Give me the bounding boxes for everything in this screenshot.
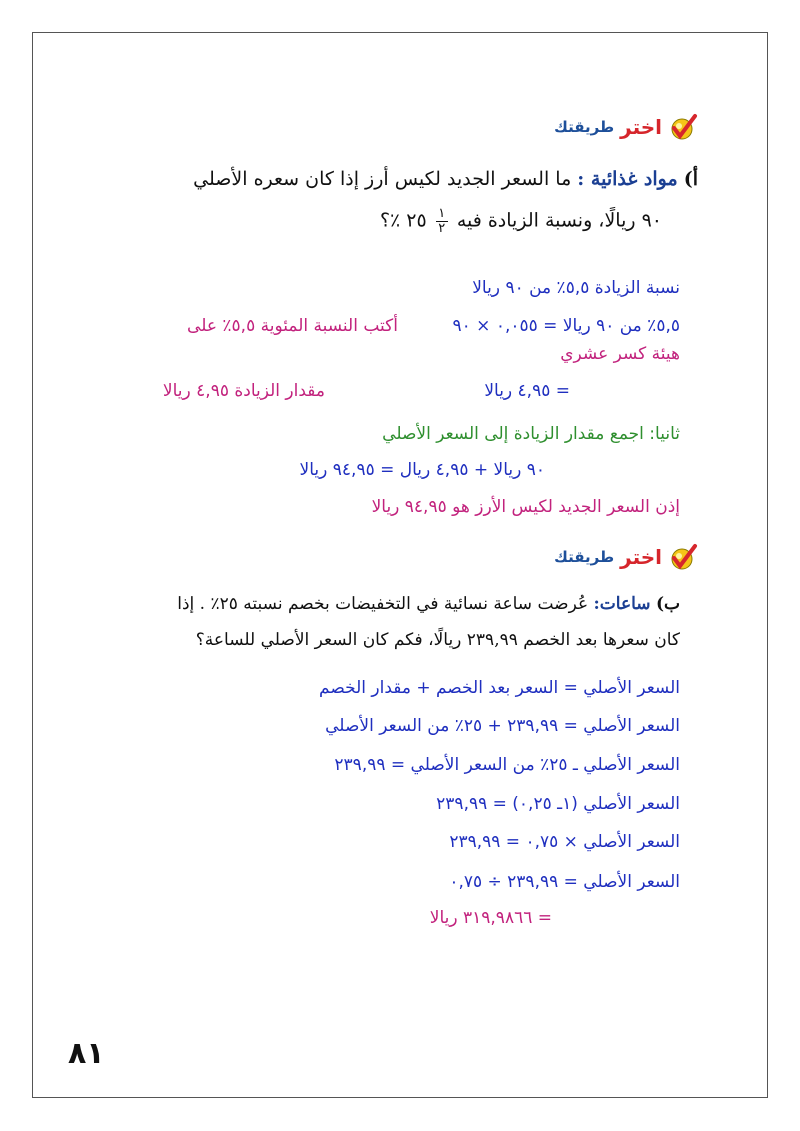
solution-a-note-2: هيئة كسر عشري bbox=[560, 344, 680, 364]
question-b-line-2: كان سعرها بعد الخصم ٢٣٩,٩٩ ريالًا، فكم كان السعر الأصلي للساعة؟ bbox=[195, 630, 680, 650]
solution-b-step-5: السعر الأصلي × ٠,٧٥ = ٢٣٩,٩٩ bbox=[449, 832, 680, 852]
solution-a-step-1: نسبة الزيادة ٥,٥٪ من ٩٠ ريالا bbox=[472, 278, 680, 298]
heading-word-method: طريقتك bbox=[554, 118, 615, 136]
solution-a-step-2: ٥,٥٪ من ٩٠ ريالا = ٠,٠٥٥ × ٩٠ bbox=[452, 316, 680, 336]
choose-method-heading-1 bbox=[554, 112, 698, 142]
heading-word-method: طريقتك bbox=[554, 548, 615, 566]
solution-b-step-3: السعر الأصلي ـ ٢٥٪ من السعر الأصلي = ٢٣٩,٩٩ bbox=[334, 755, 680, 775]
solution-b-step-2: السعر الأصلي = ٢٣٩,٩٩ + ٢٥٪ من السعر الأصلي bbox=[325, 716, 680, 736]
solution-b-step-6: السعر الأصلي = ٢٣٩,٩٩ ÷ ٠,٧٥ bbox=[449, 872, 680, 892]
solution-a-note-1: أكتب النسبة المئوية ٥,٥٪ على bbox=[187, 316, 398, 336]
fraction-half bbox=[436, 208, 448, 235]
question-a-text-3: ٢٥ ٪؟ bbox=[379, 209, 427, 232]
question-a-text-1: ما السعر الجديد لكيس أرز إذا كان سعره الأصلي bbox=[193, 168, 572, 190]
question-a-letter: أ) bbox=[683, 168, 698, 190]
fraction-denominator: ٢ bbox=[438, 221, 446, 236]
question-b-text-1: عُرضت ساعة نسائية في التخفيضات بخصم نسبته ٢٥٪ . إذا bbox=[177, 594, 589, 614]
solution-a-step-3: = ٤,٩٥ ريالا bbox=[484, 381, 570, 401]
question-b-line-1 bbox=[177, 594, 680, 614]
check-ball-icon bbox=[668, 542, 698, 572]
solution-b-step-4: السعر الأصلي (١ـ ٠,٢٥) = ٢٣٩,٩٩ bbox=[436, 794, 680, 814]
check-ball-icon bbox=[668, 112, 698, 142]
heading-word-choose: اختر bbox=[620, 115, 662, 139]
solution-b-step-1: السعر الأصلي = السعر بعد الخصم + مقدار الخصم bbox=[319, 678, 680, 698]
question-a-text-2: ٩٠ ريالًا، ونسبة الزيادة فيه bbox=[456, 209, 662, 232]
question-a-title: مواد غذائية : bbox=[577, 168, 678, 190]
solution-a-conclusion: إذن السعر الجديد لكيس الأرز هو ٩٤,٩٥ ريالا bbox=[371, 497, 680, 517]
question-b-letter: ب) bbox=[655, 594, 680, 614]
choose-method-heading-2 bbox=[554, 542, 698, 572]
solution-a-note-3: مقدار الزيادة ٤,٩٥ ريالا bbox=[162, 381, 325, 401]
question-a-line-2 bbox=[380, 208, 662, 235]
fraction-numerator: ١ bbox=[438, 206, 446, 221]
heading-word-choose: اختر bbox=[620, 545, 662, 569]
solution-b-result: = ٣١٩,٩٨٦٦ ريالا bbox=[429, 908, 552, 928]
solution-a-step-5: ٩٠ ريالا + ٤,٩٥ ريال = ٩٤,٩٥ ريالا bbox=[299, 460, 545, 480]
solution-a-step-4: ثانيا: اجمع مقدار الزيادة إلى السعر الأصلي bbox=[382, 424, 680, 444]
question-a-line-1 bbox=[193, 168, 698, 190]
page-number: ٨١ bbox=[68, 1036, 105, 1071]
question-b-title: ساعات: bbox=[593, 594, 651, 614]
